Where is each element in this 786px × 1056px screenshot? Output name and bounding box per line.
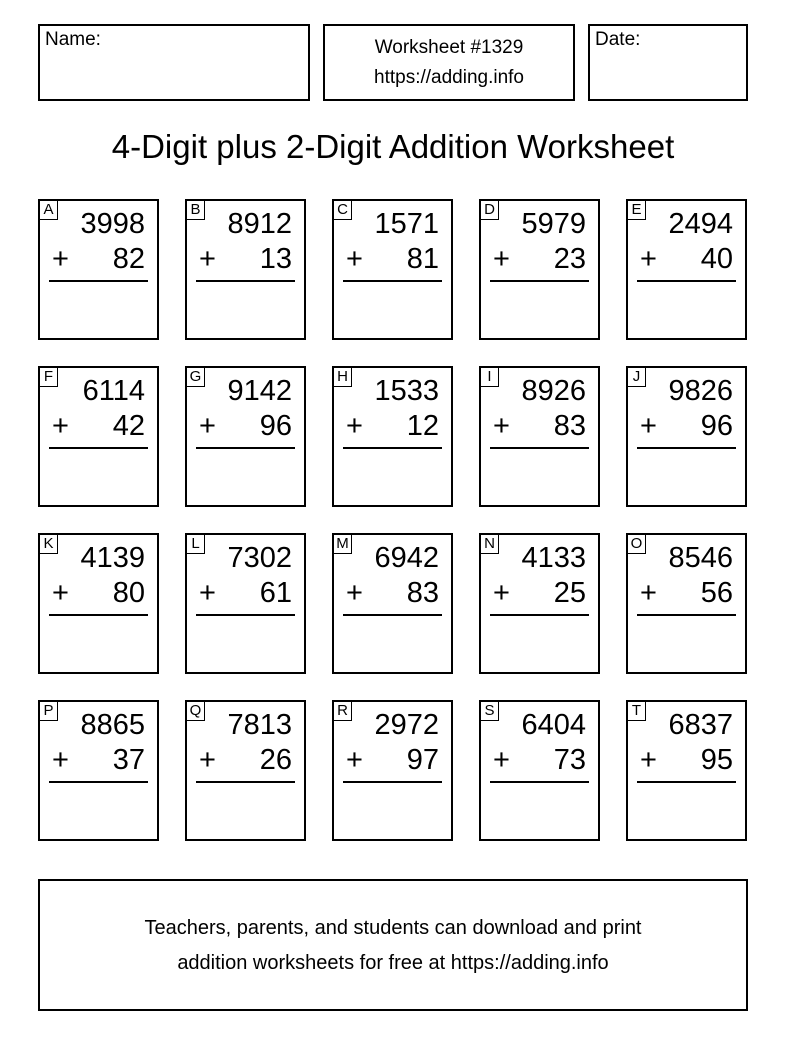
answer-line [490, 280, 589, 282]
problem-card[interactable] [38, 366, 159, 507]
plus-sign: + [640, 410, 657, 442]
plus-sign: + [493, 577, 510, 609]
plus-sign: + [346, 577, 363, 609]
problem-card[interactable] [479, 366, 600, 507]
answer-line [490, 447, 589, 449]
plus-sign: + [52, 744, 69, 776]
problem-bottom-number: 56 [700, 577, 733, 609]
problem-top-number: 3998 [80, 208, 145, 240]
problem-card[interactable] [479, 199, 600, 340]
problem-bottom-number: 12 [406, 410, 439, 442]
problem-card[interactable] [626, 199, 747, 340]
answer-line [343, 614, 442, 616]
answer-line [343, 447, 442, 449]
problem-letter: H [333, 367, 352, 387]
problem-top-number: 7813 [227, 709, 292, 741]
answer-line [637, 614, 736, 616]
problem-card[interactable] [332, 366, 453, 507]
problem-letter: M [333, 534, 352, 554]
problem-bottom-number: 96 [259, 410, 292, 442]
answer-line [343, 781, 442, 783]
problem-letter: T [627, 701, 646, 721]
problem-letter: P [39, 701, 58, 721]
answer-line [196, 280, 295, 282]
plus-sign: + [199, 744, 216, 776]
problem-bottom-number: 37 [112, 744, 145, 776]
answer-line [49, 781, 148, 783]
problem-card[interactable] [332, 199, 453, 340]
answer-line [490, 781, 589, 783]
answer-line [637, 447, 736, 449]
problem-top-number: 7302 [227, 542, 292, 574]
problem-top-number: 8926 [521, 375, 586, 407]
problem-card[interactable] [479, 700, 600, 841]
plus-sign: + [52, 410, 69, 442]
problem-top-number: 6942 [374, 542, 439, 574]
plus-sign: + [52, 243, 69, 275]
problem-letter: S [480, 701, 499, 721]
problem-bottom-number: 95 [700, 744, 733, 776]
problem-top-number: 8865 [80, 709, 145, 741]
problem-bottom-number: 61 [259, 577, 292, 609]
problem-top-number: 9826 [668, 375, 733, 407]
problem-bottom-number: 25 [553, 577, 586, 609]
problem-letter: D [480, 200, 499, 220]
problem-bottom-number: 96 [700, 410, 733, 442]
date-box[interactable] [588, 24, 748, 101]
problem-top-number: 1571 [374, 208, 439, 240]
problem-letter: I [480, 367, 499, 387]
plus-sign: + [346, 243, 363, 275]
problem-letter: O [627, 534, 646, 554]
problem-bottom-number: 83 [406, 577, 439, 609]
problem-top-number: 5979 [521, 208, 586, 240]
problem-top-number: 6114 [82, 375, 145, 407]
footer-box [38, 879, 748, 1011]
problem-letter: R [333, 701, 352, 721]
problem-top-number: 4133 [521, 542, 586, 574]
problem-top-number: 9142 [227, 375, 292, 407]
plus-sign: + [346, 744, 363, 776]
problem-top-number: 6404 [521, 709, 586, 741]
plus-sign: + [493, 410, 510, 442]
name-label: Name: [45, 29, 101, 50]
problem-card[interactable] [332, 700, 453, 841]
plus-sign: + [346, 410, 363, 442]
worksheet-info-box [323, 24, 575, 101]
problem-top-number: 8912 [227, 208, 292, 240]
plus-sign: + [493, 744, 510, 776]
problem-card[interactable] [626, 700, 747, 841]
name-box[interactable] [38, 24, 310, 101]
worksheet-url: https://adding.info [374, 67, 524, 88]
date-label: Date: [595, 29, 641, 50]
answer-line [49, 280, 148, 282]
footer-line-1: Teachers, parents, and students can download and print [144, 917, 642, 939]
problem-card[interactable] [185, 366, 306, 507]
plus-sign: + [199, 577, 216, 609]
problem-card[interactable] [185, 533, 306, 674]
plus-sign: + [199, 243, 216, 275]
problem-top-number: 1533 [374, 375, 439, 407]
problem-card[interactable] [185, 700, 306, 841]
problem-bottom-number: 83 [553, 410, 586, 442]
answer-line [196, 447, 295, 449]
plus-sign: + [640, 577, 657, 609]
answer-line [49, 614, 148, 616]
answer-line [490, 614, 589, 616]
problem-bottom-number: 13 [259, 243, 292, 275]
problem-top-number: 2972 [374, 709, 439, 741]
answer-line [343, 280, 442, 282]
answer-line [196, 614, 295, 616]
worksheet-number: Worksheet #1329 [374, 37, 524, 58]
answer-line [49, 447, 148, 449]
plus-sign: + [640, 243, 657, 275]
problem-card[interactable] [626, 366, 747, 507]
problem-card[interactable] [185, 199, 306, 340]
problem-letter: F [39, 367, 58, 387]
problem-card[interactable] [479, 533, 600, 674]
problem-letter: B [186, 200, 205, 220]
problem-letter: K [39, 534, 58, 554]
plus-sign: + [493, 243, 510, 275]
problem-top-number: 6837 [668, 709, 733, 741]
problem-card[interactable] [38, 199, 159, 340]
problem-letter: A [39, 200, 58, 220]
problem-letter: Q [186, 701, 205, 721]
problem-card[interactable] [332, 533, 453, 674]
problem-bottom-number: 82 [112, 243, 145, 275]
footer-line-2: addition worksheets for free at https://adding.info [177, 952, 609, 974]
answer-line [196, 781, 295, 783]
problem-bottom-number: 80 [112, 577, 145, 609]
problem-letter: E [627, 200, 646, 220]
problem-card[interactable] [626, 533, 747, 674]
problem-card[interactable] [38, 700, 159, 841]
problem-bottom-number: 42 [112, 410, 145, 442]
problem-letter: C [333, 200, 352, 220]
problem-bottom-number: 23 [553, 243, 586, 275]
plus-sign: + [640, 744, 657, 776]
problem-bottom-number: 81 [406, 243, 439, 275]
problem-bottom-number: 26 [259, 744, 292, 776]
problem-bottom-number: 40 [700, 243, 733, 275]
page-title: 4-Digit plus 2-Digit Addition Worksheet [111, 128, 675, 165]
plus-sign: + [199, 410, 216, 442]
answer-line [637, 280, 736, 282]
problem-top-number: 8546 [668, 542, 733, 574]
plus-sign: + [52, 577, 69, 609]
problem-top-number: 2494 [668, 208, 733, 240]
problem-letter: N [480, 534, 499, 554]
problem-card[interactable] [38, 533, 159, 674]
problem-letter: L [186, 534, 205, 554]
problem-letter: G [186, 367, 205, 387]
problem-top-number: 4139 [80, 542, 145, 574]
problem-bottom-number: 97 [406, 744, 439, 776]
problem-letter: J [627, 367, 646, 387]
problem-bottom-number: 73 [553, 744, 586, 776]
answer-line [637, 781, 736, 783]
